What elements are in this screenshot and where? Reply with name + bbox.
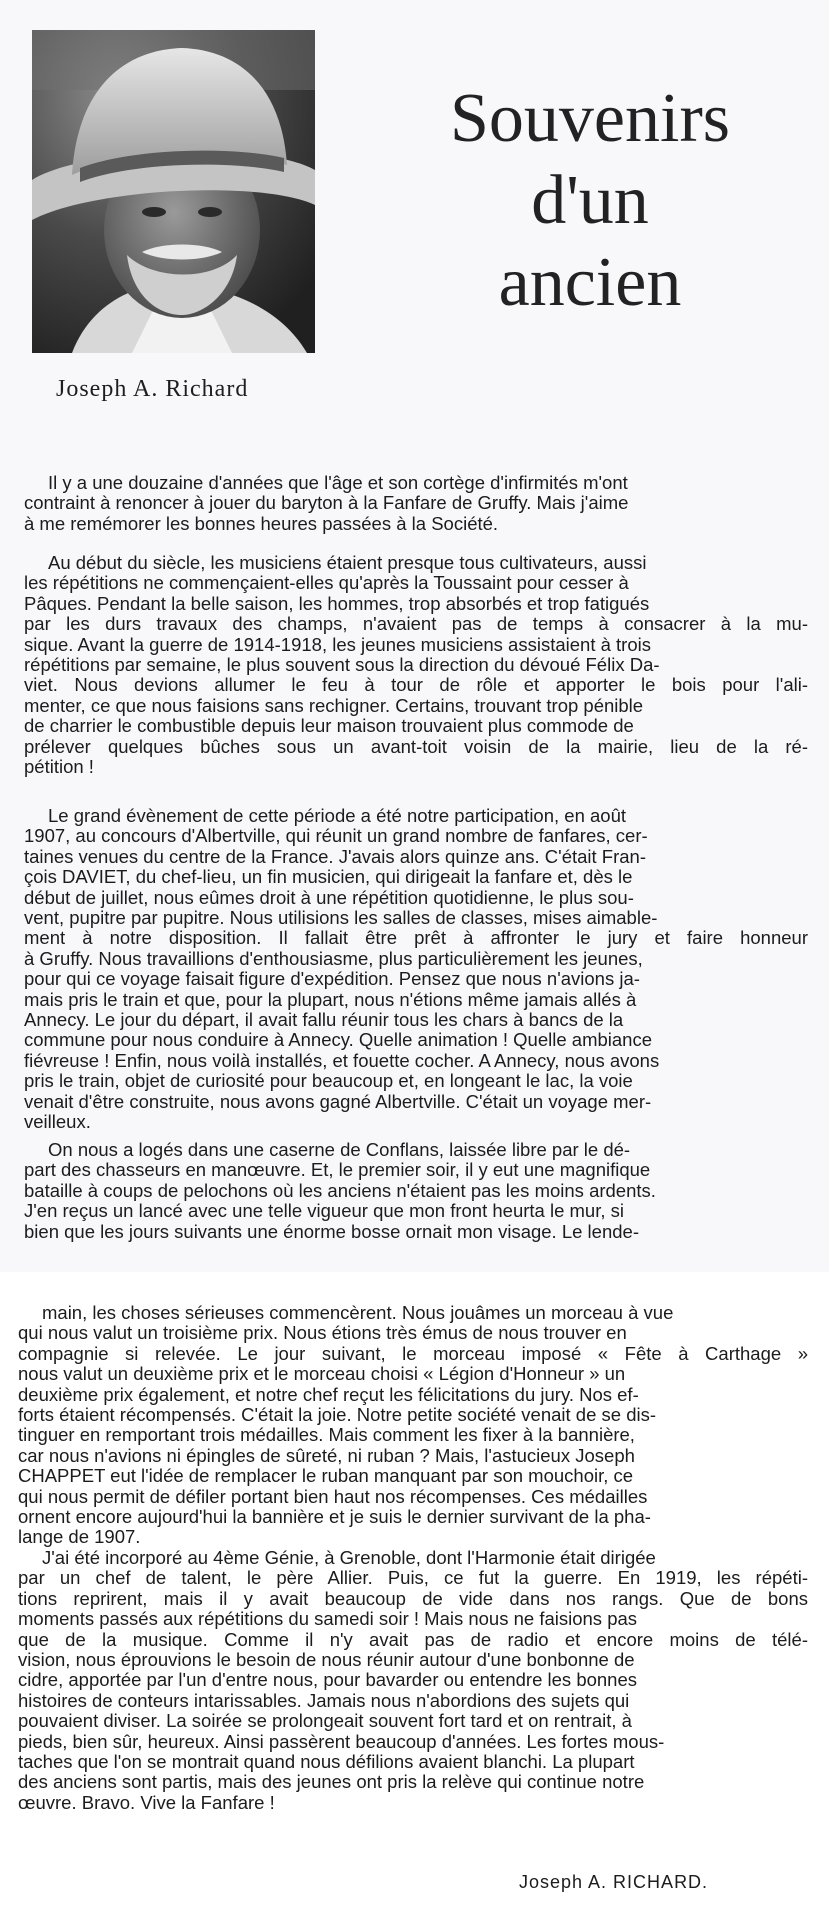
paragraph-line: deuxième prix également, et notre chef reçut les félicitations du jury. Nos ef- [18,1383,639,1405]
paragraph-line: que de la musique. Comme il n'y avait pas de radio et encore moins de télé- [18,1628,808,1650]
paragraph-line: vent, pupitre par pupitre. Nous utilisions les salles de classes, mises aimable- [24,907,658,929]
author-signature: Joseph A. RICHARD. [519,1872,709,1892]
article-paragraph [24,473,808,534]
paragraph-line: commune pour nous conduire à Annecy. Quelle animation ! Quelle ambiance [24,1029,652,1051]
title-line: ancien [498,244,682,321]
paragraph-line: mais pris le train et que, pour la plupart, nous n'étions même jamais allés à [24,988,637,1010]
paragraph-line: 1907, au concours d'Albertville, qui réunit un grand nombre de fanfares, cer- [24,825,648,847]
paragraph-line: main, les choses sérieuses commencèrent. Nous jouâmes un morceau à vue [42,1302,674,1323]
author-portrait-photo [32,30,315,353]
article-paragraph [24,553,808,777]
paragraph-line: viet. Nous devions allumer le feu à tour de rôle et apporter le bois pour l'ali- [24,674,808,696]
paragraph-line: lange de 1907. [18,1526,141,1548]
paragraph-line: menter, ce que nous faisions sans rechigner. Certains, trouvant trop pénible [24,694,644,716]
paragraph-line: J'ai été incorporé au 4ème Génie, à Grenoble, dont l'Harmonie était dirigée [42,1547,656,1568]
paragraph-line: sique. Avant la guerre de 1914-1918, les jeunes musiciens assistaient à trois [24,633,651,655]
article-paragraph [24,806,808,1133]
paragraph-line: pris le train, objet de curiosité pour beaucoup et, en longeant le lac, la voie [24,1070,633,1092]
paragraph-line: début de juillet, nous eûmes droit à une répétition quotidienne, le plus sou- [24,886,634,908]
paragraph-line: de charrier le combustible depuis leur maison trouvaient plus commode de [24,715,634,737]
paragraph-line: J'en reçus un lancé avec une telle vigueur que mon front heurta le mur, si [24,1200,624,1222]
paragraph-line: tions reprirent, mais il y avait beaucoup de vide dans nos rangs. Que de bons [18,1587,808,1609]
paragraph-line: contraint à renoncer à jouer du baryton à la Fanfare de Gruffy. Mais j'aime [24,492,629,514]
paragraph-line: vision, nous éprouvions le besoin de nous réunir autour d'une bonbonne de [18,1649,635,1671]
paragraph-line: veilleux. [24,1111,91,1133]
paragraph-line: part des chasseurs en manœuvre. Et, le premier soir, il y eut une magnifique [24,1159,651,1181]
paragraph-line: histoires de conteurs intarissables. Jamais nous n'abordions des sujets qui [18,1689,630,1711]
author-byline: Joseph A. Richard [56,376,249,402]
paragraph-line: à Gruffy. Nous travaillions d'enthousiasme, plus particulièrement les jeunes, [24,947,643,969]
paragraph-line: compagnie si relevée. Le jour suivant, le morceau imposé « Fête à Carthage » [18,1342,808,1364]
article-paragraph [18,1548,808,1813]
article-title [400,78,780,324]
paragraph-line: çois DAVIET, du chef-lieu, un fin musicien, qui dirigeait la fanfare et, dès le [24,866,633,888]
paragraph-line: Annecy. Le jour du départ, il avait fallu réunir tous les chars à bancs de la [24,1009,624,1031]
paragraph-line: Pâques. Pendant la belle saison, les hommes, trop absorbés et trop fatigués [24,592,650,614]
paragraph-line: Au début du siècle, les musiciens étaient presque tous cultivateurs, aussi [48,552,647,573]
paragraph-line: des anciens sont partis, mais des jeunes ont pris la relève qui continue notre [18,1771,645,1793]
title-line: Souvenirs [450,80,730,157]
paragraph-line: cidre, apportée par l'un d'entre nous, pour bavarder ou entendre les bonnes [18,1669,638,1691]
paragraph-line: ornent encore aujourd'hui la bannière et je suis le dernier survivant de la pha- [18,1506,651,1528]
paragraph-line: nous valut un deuxième prix et le morceau choisi « Légion d'Honneur » un [18,1363,626,1385]
paragraph-line: répétitions par semaine, le plus souvent sous la direction du dévoué Félix Da- [24,654,660,676]
paragraph-line: par un chef de talent, le père Allier. Puis, ce fut la guerre. En 1919, les répéti- [18,1567,808,1589]
paragraph-line: par les durs travaux des champs, n'avaient pas de temps à consacrer à la mu- [24,613,808,635]
paragraph-line: fiévreuse ! Enfin, nous voilà installés, et fouette cocher. A Annecy, nous avons [24,1049,660,1071]
paragraph-line: œuvre. Bravo. Vive la Fanfare ! [18,1791,275,1813]
paragraph-line: tinguer en remportant trois médailles. Mais comment les fixer à la bannière, [18,1424,635,1446]
paragraph-line: pieds, bien sûr, heureux. Ainsi passèrent beaucoup d'années. Les fortes mous- [18,1730,665,1752]
paragraph-line: taines venues du centre de la France. J'avais alors quinze ans. C'était Fran- [24,845,646,867]
paragraph-line: qui nous valut un troisième prix. Nous étions très émus de nous trouver en [18,1322,627,1344]
title-line: d'un [531,162,649,239]
paragraph-line: ment à notre disposition. Il fallait être prêt à affronter le jury et faire honneur [24,927,808,949]
paragraph-line: forts étaient récompensés. C'était la joie. Notre petite société venait de se dis- [18,1404,656,1426]
article-paragraph [18,1303,808,1548]
paragraph-line: CHAPPET eut l'idée de remplacer le ruban manquant par son mouchoir, ce [18,1465,634,1487]
paragraph-line: moments passés aux répétitions du samedi soir ! Mais nous ne faisions pas [18,1608,638,1630]
paragraph-line: qui nous permit de défiler portant bien haut nos récompenses. Ces médailles [18,1485,648,1507]
paragraph-line: On nous a logés dans une caserne de Conflans, laissée libre par le dé- [48,1139,631,1160]
paragraph-line: pouvaient diviser. La soirée se prolongeait souvent fort tard et on rentrait, à [18,1710,632,1732]
paragraph-line: pour qui ce voyage faisait figure d'expédition. Pensez que nous n'avions ja- [24,968,640,990]
paragraph-line: prélever quelques bûches sous un avant-toit voisin de la mairie, lieu de la ré- [24,735,808,757]
paragraph-line: les répétitions ne commençaient-elles qu'après la Toussaint pour cesser à [24,572,629,594]
article-paragraph [24,1140,808,1242]
paragraph-line: bien que les jours suivants une énorme bosse ornait mon visage. Le lende- [24,1220,639,1242]
paragraph-line: car nous n'avions ni épingles de sûreté, ni ruban ? Mais, l'astucieux Joseph [18,1444,635,1466]
paragraph-line: Il y a une douzaine d'années que l'âge et son cortège d'infirmités m'ont [48,472,628,493]
paragraph-line: Le grand évènement de cette période a été notre participation, en août [48,805,627,826]
paragraph-line: venait d'être construite, nous avons gagné Albertville. C'était un voyage mer- [24,1090,652,1112]
paragraph-line: à me remémorer les bonnes heures passées à la Société. [24,512,499,534]
paragraph-line: bataille à coups de pelochons où les anciens n'étaient pas les moins ardents. [24,1179,656,1201]
paragraph-line: taches que l'on se montrait quand nous défilions avaient blanchi. La plupart [18,1751,635,1773]
paragraph-line: pétition ! [24,756,94,778]
